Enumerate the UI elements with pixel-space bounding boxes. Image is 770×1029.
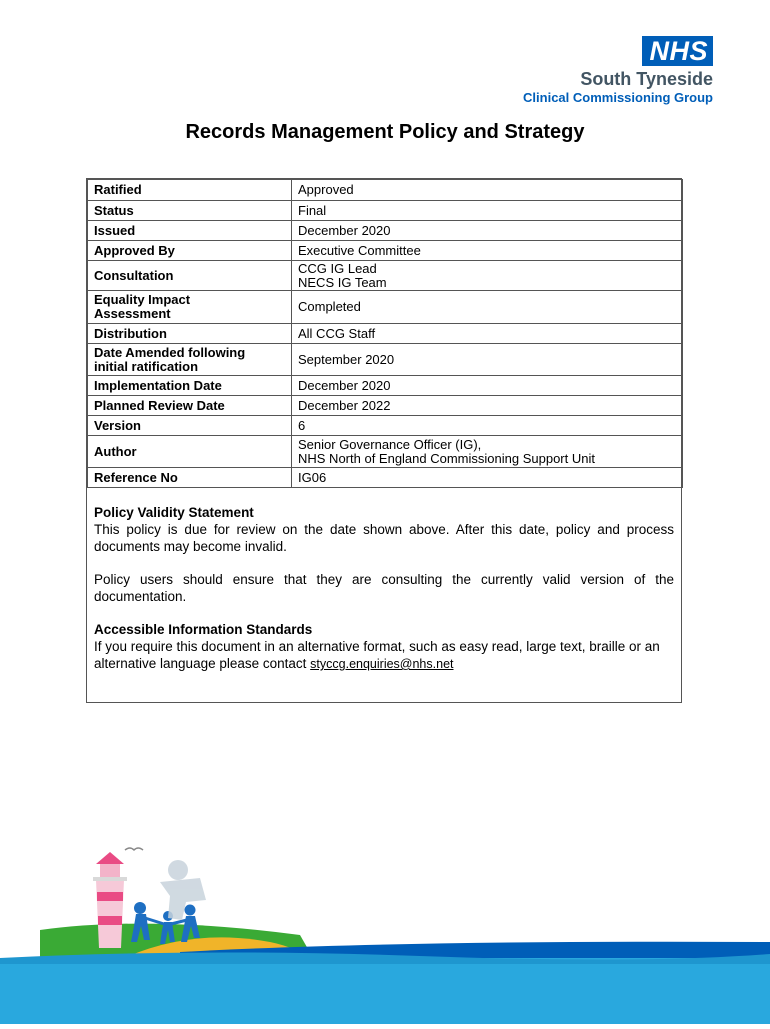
table-row — [88, 396, 683, 416]
org-subtitle: Clinical Commissioning Group — [523, 90, 713, 105]
table-row — [88, 241, 683, 261]
validity-paragraph: This policy is due for review on the date shown above. After this date, policy and process documents may become invalid. — [94, 522, 674, 554]
validity-heading: Policy Validity Statement — [94, 505, 254, 520]
table-row — [88, 436, 683, 468]
row-value-line: CCG IG Lead — [298, 260, 377, 276]
accessible-text: If you require this document in an alternative format, such as easy read, large text, braille or an alternative language please contact — [94, 639, 660, 671]
row-value: All CCG Staff — [292, 324, 683, 344]
org-name: South Tyneside — [580, 69, 713, 89]
metadata-table — [87, 179, 683, 488]
table-row — [88, 291, 683, 324]
document-frame — [86, 178, 682, 703]
table-row — [88, 221, 683, 241]
nhs-logo — [523, 36, 713, 105]
row-value: December 2022 — [292, 396, 683, 416]
contact-email-link[interactable]: styccg.enquiries@nhs.net — [310, 657, 454, 671]
row-label-line: initial ratification — [94, 358, 199, 374]
row-value-line: Senior Governance Officer (IG), — [298, 436, 482, 452]
sea — [0, 958, 770, 1024]
row-value: Completed — [292, 291, 683, 324]
row-value: December 2020 — [292, 376, 683, 396]
row-label: Reference No — [88, 468, 292, 488]
row-label: Approved By — [88, 241, 292, 261]
row-value: IG06 — [292, 468, 683, 488]
row-label-line: Date Amended following — [94, 344, 246, 360]
row-label: Distribution — [88, 324, 292, 344]
row-label: Ratified — [88, 180, 292, 201]
row-label-line: Assessment — [94, 306, 171, 321]
policy-statements — [94, 504, 674, 673]
row-value-line: NECS IG Team — [298, 274, 387, 290]
table-row — [88, 344, 683, 376]
row-value: Final — [292, 201, 683, 221]
row-value: 6 — [292, 416, 683, 436]
row-label: Planned Review Date — [88, 396, 292, 416]
table-row — [88, 376, 683, 396]
child-silhouette-icon — [160, 860, 206, 920]
table-row — [88, 324, 683, 344]
table-row — [88, 416, 683, 436]
table-row — [88, 261, 683, 291]
row-label: Implementation Date — [88, 376, 292, 396]
row-label — [88, 344, 292, 376]
seagull-icon — [125, 848, 143, 850]
accessible-paragraph — [94, 638, 674, 673]
row-label: Status — [88, 201, 292, 221]
row-label: Issued — [88, 221, 292, 241]
nhs-wordmark: NHS — [642, 36, 713, 66]
row-value-line: NHS North of England Commissioning Support Unit — [298, 450, 595, 466]
row-value: Approved — [292, 180, 683, 201]
footer-illustration — [0, 830, 770, 1024]
row-label: Consultation — [88, 261, 292, 291]
table-row — [88, 468, 683, 488]
consulting-paragraph: Policy users should ensure that they are consulting the currently valid version of the documentation. — [94, 572, 674, 604]
document-title: Records Management Policy and Strategy — [185, 121, 585, 143]
row-value — [292, 261, 683, 291]
row-value: September 2020 — [292, 344, 683, 376]
table-row — [88, 180, 683, 201]
row-label-line: Equality Impact — [94, 292, 191, 307]
row-label: Author — [88, 436, 292, 468]
table-row — [88, 201, 683, 221]
row-value — [292, 436, 683, 468]
row-value: Executive Committee — [292, 241, 683, 261]
row-label: Version — [88, 416, 292, 436]
row-value: December 2020 — [292, 221, 683, 241]
coastal-scene — [0, 830, 770, 1024]
row-label — [88, 291, 292, 324]
accessible-heading: Accessible Information Standards — [94, 622, 313, 637]
